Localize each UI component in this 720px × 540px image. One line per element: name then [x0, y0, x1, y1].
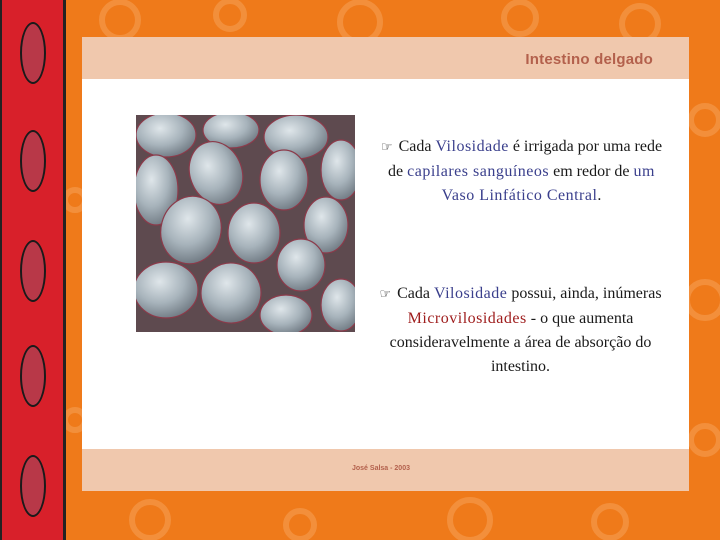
villi-micrograph-image — [136, 115, 355, 332]
decorative-oval — [20, 240, 46, 302]
term-vilosidade: Vilosidade — [435, 138, 509, 155]
pointing-hand-icon: ☞ — [380, 140, 393, 155]
decorative-oval — [20, 345, 46, 407]
decorative-oval — [20, 22, 46, 84]
term-microvilosidades: Microvilosidades — [407, 310, 527, 327]
bullet-paragraph-2: ☞ Cada Vilosidade possui, ainda, inúmeras Microvilosidades - o que aumenta consideravelmente a área de absorção do intestino. — [379, 285, 662, 375]
bullet-paragraph-1: ☞ Cada Vilosidade é irrigada por uma rede de capilares sanguíneos em redor de um Vaso Linfático Central. — [380, 138, 663, 204]
footer-credit: José Salsa - 2003 — [352, 465, 410, 472]
slide — [82, 37, 689, 491]
pointing-hand-icon: ☞ — [379, 287, 392, 302]
slide-footer-band — [82, 449, 689, 491]
slide-header-band — [82, 37, 689, 79]
decorative-oval — [20, 130, 46, 192]
term-vilosidade: Vilosidade — [433, 285, 508, 302]
left-decorative-strip — [0, 0, 66, 540]
term-capilares: capilares sanguíneos — [407, 163, 550, 180]
term-vaso-linfatico: um Vaso Linfático Central — [441, 163, 655, 204]
slide-title: Intestino delgado — [525, 51, 653, 68]
decorative-oval — [20, 455, 46, 517]
